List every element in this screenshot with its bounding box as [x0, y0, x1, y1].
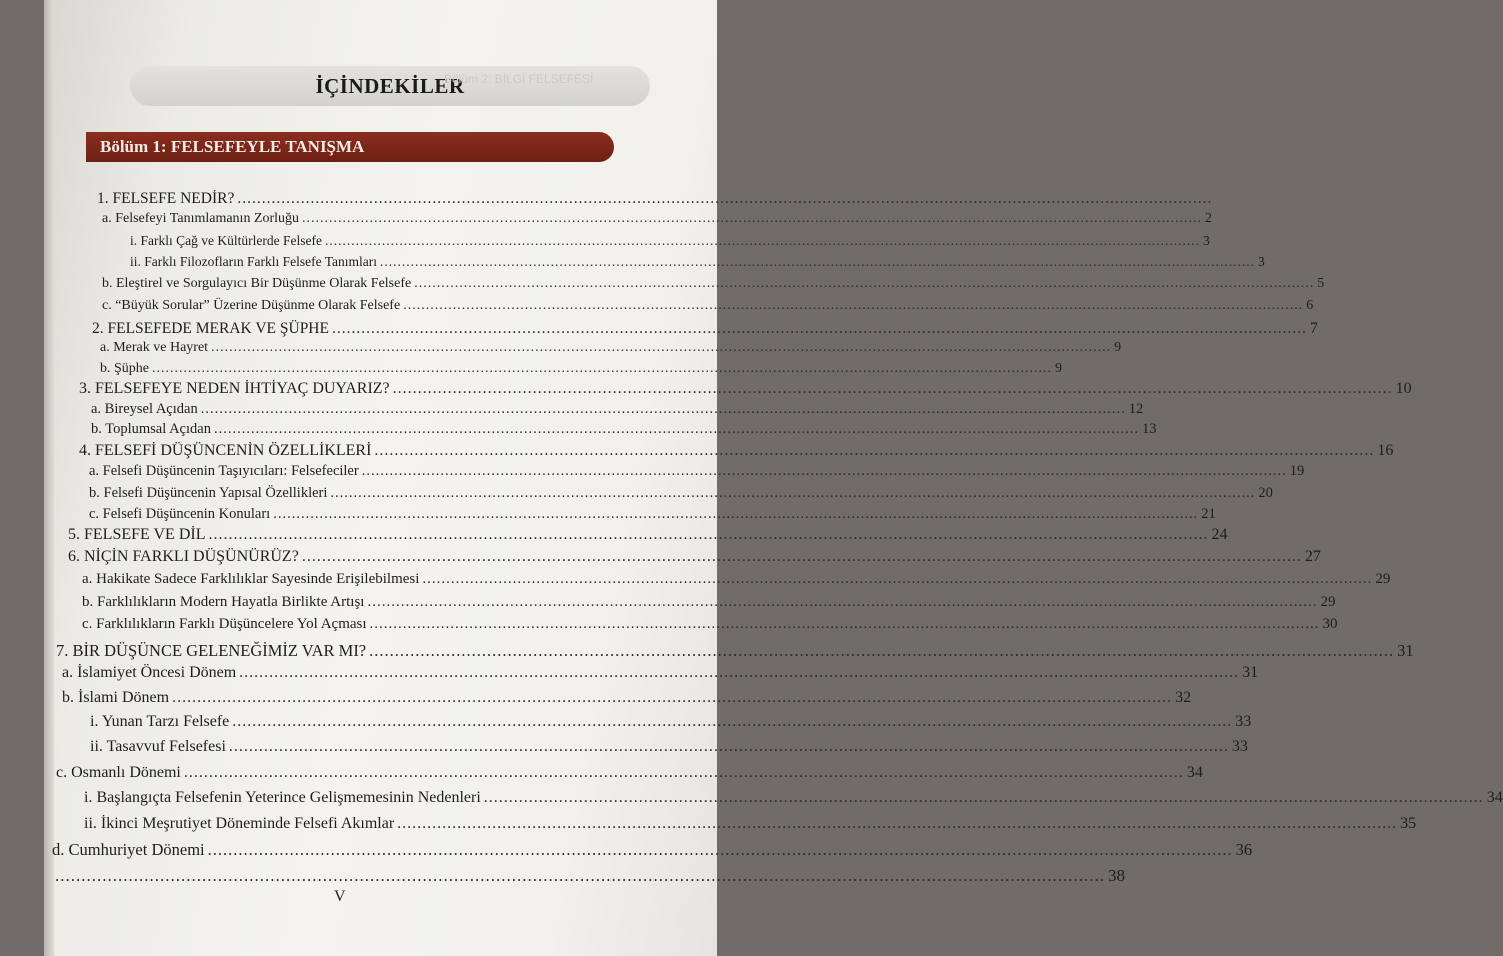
toc-entry: [56, 641, 1414, 661]
toc-leader-dots: ........................................................................................................................................................................................................: [330, 485, 1256, 501]
toc-entry-label: 4. FELSEFİ DÜŞÜNCENİN ÖZELLİKLERİ: [79, 442, 372, 459]
toc-leader-dots: ........................................................................................................................................................................................................: [237, 190, 1213, 207]
toc-leader-dots: ........................................................................................................................................................................................................: [369, 641, 1395, 660]
toc-entry: [102, 211, 1213, 227]
toc-entry-label: d. Cumhuriyet Dönemi: [52, 840, 205, 859]
toc-entry-label: i. Farklı Çağ ve Kültürlerde Felsefe: [130, 233, 322, 248]
toc-leader-dots: ........................................................................................................................................................................................................: [367, 594, 1318, 610]
toc-entry-page: 36: [1235, 840, 1253, 859]
page-number: V: [334, 888, 346, 905]
toc-entry-page: 20: [1258, 485, 1273, 501]
toc-entry-page: 5: [1317, 276, 1325, 291]
toc-entry-label: b. Şüphe: [100, 361, 149, 376]
toc-leader-dots: ........................................................................................................................................................................................................: [172, 689, 1173, 706]
toc-entry-page: 19: [1289, 463, 1305, 479]
toc-leader-dots: ........................................................................................................................................................................................................: [374, 442, 1375, 459]
toc-leader-dots: ........................................................................................................................................................................................................: [369, 616, 1320, 632]
toc-entry: [82, 594, 1336, 611]
toc-entry: [92, 320, 1318, 338]
toc-entry-label: i. Başlangıçta Felsefenin Yeterince Gelişmemesinin Nedenleri: [84, 789, 481, 806]
toc-entry: [62, 664, 1259, 682]
toc-entry-label: c. Farklılıkların Farklı Düşüncelere Yol Açması: [82, 616, 367, 632]
toc-entry-page: 27: [1304, 548, 1321, 565]
toc-entry: [52, 840, 1253, 860]
toc-entry: [84, 789, 1503, 807]
toc-leader-dots: ........................................................................................................................................................................................................: [273, 506, 1199, 522]
toc-leader-dots: ........................................................................................................................................................................................................: [302, 211, 1203, 226]
toc-leader-dots: ........................................................................................................................................................................................................: [403, 298, 1304, 313]
toc-entry: [91, 421, 1157, 438]
toc-leader-dots: ........................................................................................................................................................................................................: [55, 866, 1105, 885]
toc-entry-page: 31: [1242, 664, 1259, 681]
toc-entry: [90, 738, 1248, 756]
toc-entry-page: 2: [1205, 211, 1213, 226]
toc-entry-label: a. Felsefi Düşüncenin Taşıyıcıları: Felsefeciler: [89, 463, 359, 479]
toc-entry-page: 33: [1231, 738, 1248, 755]
toc-leader-dots: ........................................................................................................................................................................................................: [211, 340, 1112, 355]
toc-entry-page: 3: [1202, 233, 1210, 248]
book-page: [44, 0, 1503, 956]
toc-entry-page: 29: [1375, 571, 1391, 587]
toc-entry: [89, 485, 1273, 502]
toc-entry-label: c. Osmanlı Dönemi: [56, 764, 181, 781]
toc-entry: [79, 442, 1394, 460]
toc-leader-dots: ........................................................................................................................................................................................................: [207, 840, 1233, 859]
toc-entry-label: c. Felsefi Düşüncenin Konuları: [89, 506, 271, 522]
toc-entry-page: 34: [1186, 764, 1203, 781]
toc-entry-label: 2. FELSEFEDE MERAK VE ŞÜPHE: [92, 320, 329, 337]
toc-entry-page: 7: [1309, 320, 1318, 337]
toc-entry-label: c. “Büyük Sorular” Üzerine Düşünme Olarak Felsefe: [102, 298, 401, 313]
toc-entry: [68, 548, 1321, 566]
toc-entry-label: a. Hakikate Sadece Farklılıklar Sayesinde Erişilebilmesi: [82, 571, 420, 587]
toc-leader-dots: ........................................................................................................................................................................................................: [397, 815, 1398, 832]
toc-entry-label: b. İslami Dönem: [62, 689, 170, 706]
bleed-through-text: Bölüm 2: BİLGİ FELSEFESİ: [444, 72, 594, 86]
toc-entry: [91, 401, 1144, 418]
toc-leader-dots: ........................................................................................................................................................................................................: [380, 254, 1256, 269]
toc-entry: [130, 233, 1210, 249]
toc-entry-page: 21: [1201, 506, 1216, 522]
toc-entry-page: 34: [1486, 789, 1503, 806]
toc-entry-page: 32: [1175, 689, 1192, 706]
toc-leader-dots: ........................................................................................................................................................................................................: [414, 276, 1315, 291]
toc-entry-label: b. Felsefi Düşüncenin Yapısal Özellikleri: [89, 485, 328, 501]
toc-entry: [82, 616, 1338, 633]
toc-entry-label: b. Farklılıkların Modern Hayatla Birlikte Artışı: [82, 594, 365, 610]
toc-entry-page: 31: [1397, 641, 1414, 660]
toc-entry-label: 1. FELSEFE NEDİR?: [97, 190, 235, 207]
toc-entry-label: ii. İkinci Meşrutiyet Döneminde Felsefi Akımlar: [84, 815, 395, 832]
toc-entry-page: 6: [1306, 298, 1314, 313]
toc-entry-page: 12: [1128, 401, 1144, 417]
toc-entry-label: 7. BİR DÜŞÜNCE GELENEĞİMİZ VAR MI?: [56, 641, 367, 660]
toc-entry-label: i. Yunan Tarzı Felsefe: [90, 713, 230, 730]
toc-entry-page: 33: [1235, 713, 1252, 730]
page-binding-shadow: [44, 0, 54, 956]
toc-leader-dots: ........................................................................................................................................................................................................: [361, 463, 1287, 479]
toc-entry-page: 24: [1211, 526, 1228, 543]
toc-entry-label: ii. Farklı Filozofların Farklı Felsefe Tanımları: [130, 254, 378, 269]
toc-entry: [102, 276, 1325, 292]
toc-entry: [89, 506, 1216, 523]
toc-entry-label: 5. FELSEFE VE DİL: [68, 526, 206, 543]
toc-entry: [84, 815, 1417, 833]
toc-leader-dots: ........................................................................................................................................................................................................: [239, 664, 1240, 681]
toc-leader-dots: ........................................................................................................................................................................................................: [324, 233, 1200, 248]
toc-entry: [90, 713, 1252, 731]
toc-entry: [82, 571, 1391, 588]
toc-leader-dots: ........................................................................................................................................................................................................: [183, 764, 1184, 781]
toc-entry-label: ii. Tasavvuf Felsefesi: [90, 738, 226, 755]
toc-entry-page: 35: [1400, 815, 1417, 832]
toc-entry-page: 3: [1258, 254, 1265, 269]
toc-entry: [97, 190, 1213, 208]
toc-entry-page: 30: [1322, 616, 1338, 632]
toc-entry-page: 29: [1320, 594, 1336, 610]
toc-entry-page: 9: [1114, 340, 1122, 355]
toc-leader-dots: ........................................................................................................................................................................................................: [232, 713, 1233, 730]
toc-entry-page: 13: [1141, 421, 1157, 437]
toc-entry-label: b. Toplumsal Açıdan: [91, 421, 211, 437]
toc-entry-label: a. Felsefeyi Tanımlamanın Zorluğu: [102, 211, 300, 226]
toc-entry: [68, 526, 1228, 544]
toc-leader-dots: ........................................................................................................................................................................................................: [152, 361, 1052, 376]
toc-leader-dots: ........................................................................................................................................................................................................: [301, 548, 1302, 565]
toc-leader-dots: ........................................................................................................................................................................................................: [483, 789, 1484, 806]
toc-entry-page: 16: [1377, 442, 1394, 459]
toc-entry-label: 6. NİÇİN FARKLI DÜŞÜNÜRÜZ?: [68, 548, 299, 565]
toc-leader-dots: ........................................................................................................................................................................................................: [213, 421, 1139, 437]
toc-leader-dots: ........................................................................................................................................................................................................: [392, 380, 1393, 397]
toc-entry-label: 3. FELSEFEYE NEDEN İHTİYAÇ DUYARIZ?: [79, 380, 390, 397]
toc-entry: [89, 463, 1305, 480]
toc-entry: [79, 380, 1412, 398]
toc-entry: [52, 866, 1125, 886]
toc-entry: [102, 298, 1314, 314]
toc-entry-page: 9: [1055, 361, 1062, 376]
toc-leader-dots: ........................................................................................................................................................................................................: [422, 571, 1373, 587]
toc-entry: [100, 340, 1122, 356]
toc-title: İÇİNDEKİLER: [130, 66, 650, 106]
chapter-heading: Bölüm 1: FELSEFEYLE TANIŞMA: [86, 132, 614, 162]
toc-entry-label: b. Eleştirel ve Sorgulayıcı Bir Düşünme Olarak Felsefe: [102, 276, 412, 291]
toc-leader-dots: ........................................................................................................................................................................................................: [228, 738, 1229, 755]
toc-entry: [56, 764, 1203, 782]
toc-entry-page: 38: [1108, 866, 1125, 885]
toc-entry-label: a. Bireysel Açıdan: [91, 401, 198, 417]
toc-entry: [100, 361, 1062, 377]
toc-entry: [62, 689, 1192, 707]
toc-leader-dots: ........................................................................................................................................................................................................: [331, 320, 1307, 337]
toc-entry-label: a. Merak ve Hayret: [100, 340, 209, 355]
toc-entry-page: 10: [1395, 380, 1412, 397]
toc-leader-dots: ........................................................................................................................................................................................................: [208, 526, 1209, 543]
toc-entry: [130, 254, 1265, 270]
toc-entry-label: a. İslamiyet Öncesi Dönem: [62, 664, 237, 681]
toc-leader-dots: ........................................................................................................................................................................................................: [200, 401, 1126, 417]
